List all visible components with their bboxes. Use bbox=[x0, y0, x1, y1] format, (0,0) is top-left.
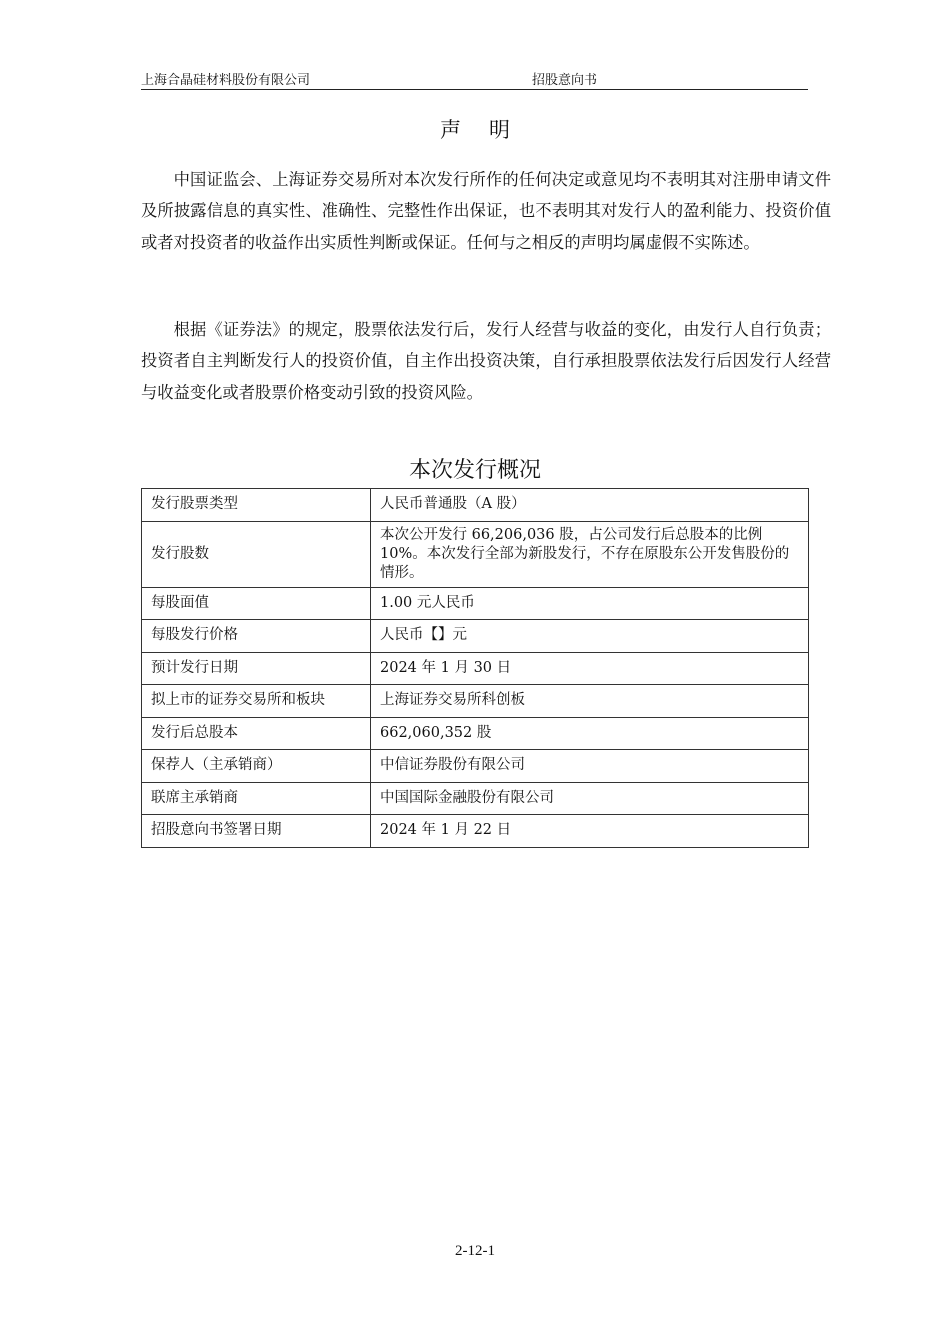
row-label: 招股意向书签署日期 bbox=[142, 815, 371, 848]
table-row bbox=[142, 587, 809, 620]
table-row bbox=[142, 815, 809, 848]
row-label: 发行后总股本 bbox=[142, 717, 371, 750]
row-label: 每股面值 bbox=[142, 587, 371, 620]
row-label: 发行股数 bbox=[142, 521, 371, 587]
table-row bbox=[142, 620, 809, 653]
statement-title-char: 声 bbox=[440, 118, 461, 142]
table-row bbox=[142, 521, 809, 587]
offering-overview-table bbox=[141, 488, 809, 848]
row-value: 中国国际金融股份有限公司 bbox=[371, 782, 809, 815]
row-value: 中信证券股份有限公司 bbox=[371, 750, 809, 783]
row-value: 1.00 元人民币 bbox=[371, 587, 809, 620]
table-row bbox=[142, 652, 809, 685]
row-label: 预计发行日期 bbox=[142, 652, 371, 685]
row-label: 每股发行价格 bbox=[142, 620, 371, 653]
row-label: 联席主承销商 bbox=[142, 782, 371, 815]
statement-title-char: 明 bbox=[489, 118, 510, 142]
row-label: 拟上市的证券交易所和板块 bbox=[142, 685, 371, 718]
page-header bbox=[141, 72, 808, 90]
table-row bbox=[142, 782, 809, 815]
row-label: 发行股票类型 bbox=[142, 489, 371, 522]
header-company-name: 上海合晶硅材料股份有限公司 bbox=[141, 73, 311, 88]
table-row bbox=[142, 489, 809, 522]
row-value: 人民币【】元 bbox=[371, 620, 809, 653]
row-value: 662,060,352 股 bbox=[371, 717, 809, 750]
page-number: 2-12-1 bbox=[455, 1243, 495, 1259]
row-value: 2024 年 1 月 30 日 bbox=[371, 652, 809, 685]
table-row bbox=[142, 750, 809, 783]
table-row bbox=[142, 685, 809, 718]
row-label: 保荐人（主承销商） bbox=[142, 750, 371, 783]
row-value: 2024 年 1 月 22 日 bbox=[371, 815, 809, 848]
overview-title: 本次发行概况 bbox=[408, 458, 541, 483]
header-document-type: 招股意向书 bbox=[532, 73, 598, 88]
statement-paragraph-2: 根据《证券法》的规定，股票依法发行后，发行人经营与收益的变化，由发行人自行负责；投资者自主判断发行人的投资价值，自主作出投资决策，自行承担股票依法发行后因发行人经营与收益变化或者股票价格变动引致的投资风险。 bbox=[141, 320, 831, 402]
statement-paragraph-1: 中国证监会、上海证券交易所对本次发行所作的任何决定或意见均不表明其对注册申请文件及所披露信息的真实性、准确性、完整性作出保证，也不表明其对发行人的盈利能力、投资价值或者对投资者的收益作出实质性判断或保证。任何与之相反的声明均属虚假不实陈述。 bbox=[141, 170, 831, 252]
row-value: 人民币普通股（A 股） bbox=[371, 489, 809, 522]
table-row bbox=[142, 717, 809, 750]
row-value: 上海证券交易所科创板 bbox=[371, 685, 809, 718]
statement-title bbox=[0, 114, 950, 144]
row-value: 本次公开发行 66,206,036 股，占公司发行后总股本的比例 10%。本次发行全部为新股发行，不存在原股东公开发售股份的情形。 bbox=[371, 521, 809, 587]
